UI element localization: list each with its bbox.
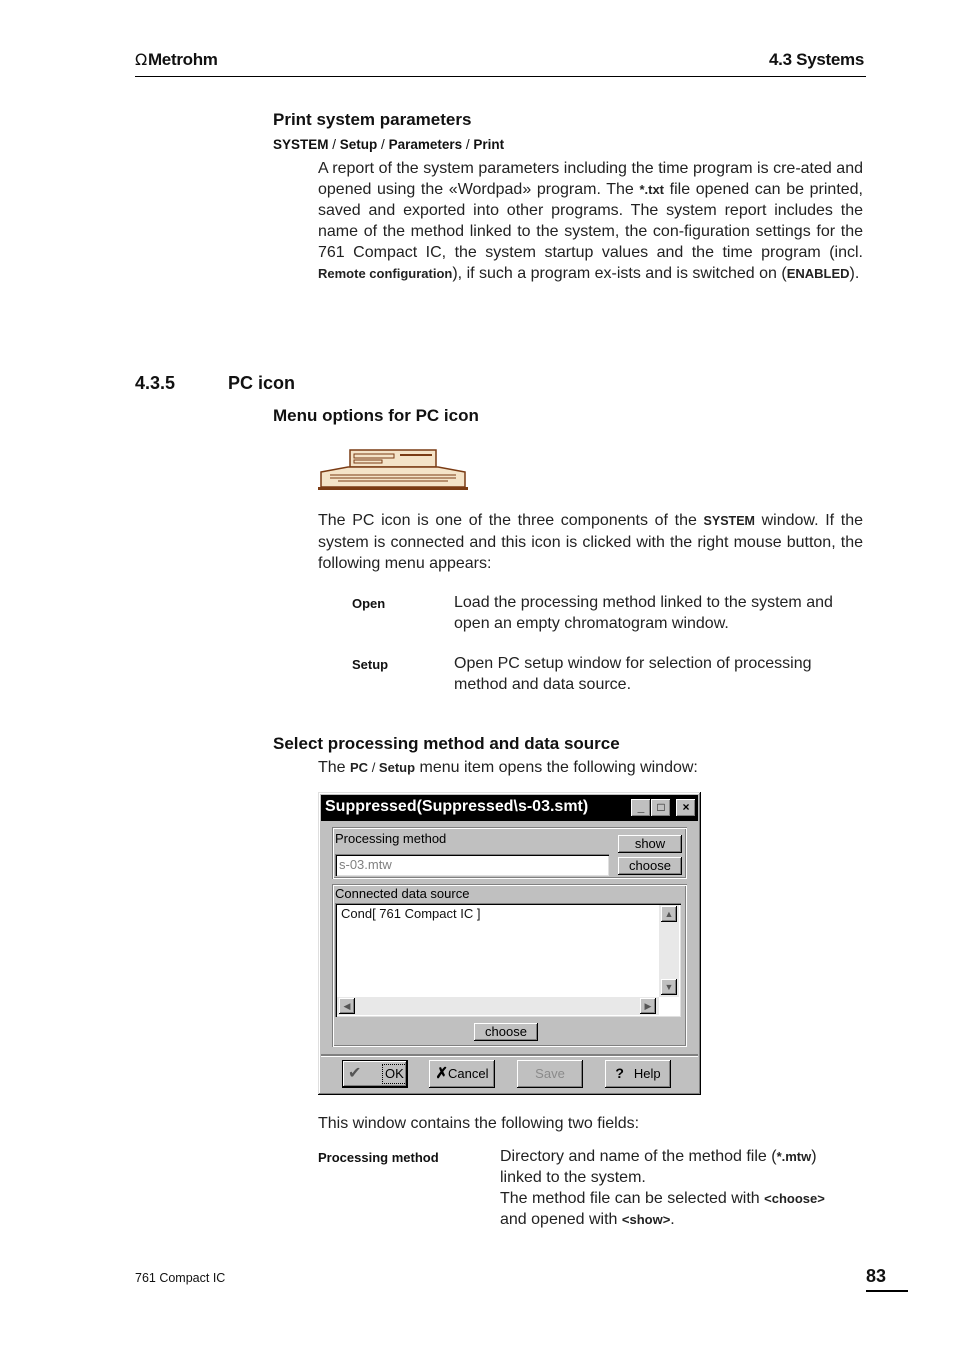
choose-method-button[interactable]: choose [618,857,682,875]
cancel-x-icon: ✗ [435,1065,449,1082]
field-desc-line [500,1146,865,1167]
select-method-heading: Select processing method and data source [273,734,620,753]
metrohm-omega-icon: Ω [135,50,147,69]
path-sep: / [462,137,474,152]
header-section: 4.3 Systems [769,50,864,69]
scroll-down-icon[interactable]: ▼ [661,979,677,995]
horizontal-scrollbar[interactable] [337,997,659,1015]
field-desc-processing [500,1146,865,1230]
data-source-item[interactable]: Cond[ 761 Compact IC ] [341,906,481,921]
field-desc-line [500,1188,865,1209]
text-run: file opened can be printed, saved and exported into other programs. The system report includes the name of the method linked to the system, the con-figuration settings for the 761 Compact IC, the system startup values and the time program (incl. [318,181,864,261]
cancel-label: Cancel [448,1066,489,1081]
menu-item-setup-term: Setup [352,657,389,672]
menu-item-open-term: Open [352,596,386,611]
data-source-list[interactable] [335,903,681,1017]
file-ext-mtw: *.mtw [776,1149,812,1164]
text-run: The [318,759,351,776]
processing-method-field[interactable] [335,854,609,876]
text-run: The method file can be selected with [500,1190,765,1207]
print-params-paragraph [318,158,863,284]
scroll-up-icon[interactable]: ▲ [661,906,677,922]
setup-term: Setup [378,760,416,775]
footer-product: 761 Compact IC [135,1271,226,1285]
dialog-separator [321,1054,698,1056]
help-label: Help [633,1066,661,1081]
dialog-titlebar [321,795,698,821]
path-parameters: Parameters [388,137,463,152]
select-method-line [318,759,698,777]
ok-label: OK [382,1064,407,1084]
field-term-processing: Processing method [318,1150,439,1165]
menu-options-intro [318,510,863,574]
text-run: ), if such a program ex-ists and is switched on ( [452,265,787,282]
path-system: SYSTEM [273,137,329,152]
metrohm-logo [135,50,218,70]
section-number: 4.3.5 [135,373,176,393]
scroll-right-icon[interactable]: ▶ [640,998,656,1014]
path-sep: / [377,137,389,152]
text-run: Directory and name of the method file ( [500,1148,777,1165]
fields-intro: This window contains the following two fields: [318,1115,640,1132]
text-run: . [670,1211,675,1228]
print-params-heading: Print system parameters [273,110,472,129]
text-run: window. If the system is connected and this icon is clicked with the right mouse button, the following menu appears: [318,512,864,572]
field-desc-line [500,1209,865,1230]
text-run: menu item opens the following window: [415,759,698,776]
menu-item-open-desc: Load the processing method linked to the system and open an empty chromatogram window. [454,594,833,632]
logo-text: Metrohm [147,50,218,69]
path-sep: / [328,137,340,152]
save-button[interactable]: Save [517,1060,583,1088]
menu-options-heading: Menu options for PC icon [273,406,479,425]
processing-method-value: s-03.mtw [339,857,392,872]
pc-setup-dialog [318,792,701,1095]
processing-method-label: Processing method [335,831,447,846]
text-run: ) [811,1148,817,1165]
menu-item-setup-desc: Open PC setup window for selection of processing method and data source. [454,655,812,693]
path-setup: Setup [339,137,378,152]
field-desc-line: linked to the system. [500,1169,646,1186]
show-term: <show> [621,1212,671,1227]
text-run: A report of the system parameters including the time program is cre-ated and opened using the «Wordpad» program. The [318,160,863,198]
menu-path [273,137,504,152]
enabled-term: ENABLED [786,266,850,281]
page-number: 83 [866,1266,887,1286]
help-button[interactable] [605,1060,671,1088]
path-print: Print [473,137,505,152]
ok-button[interactable] [342,1060,408,1088]
choose-term: <choose> [764,1191,825,1206]
remote-config-term: Remote configuration [318,266,453,281]
text-run: ). [849,265,860,282]
section-title: PC icon [228,373,296,393]
dialog-title: Suppressed(Suppressed\s-03.smt) [325,798,589,815]
pc-icon [318,447,468,491]
choose-source-button[interactable]: choose [474,1023,538,1041]
path-sep: / [368,760,379,775]
checkmark-icon: ✔ [348,1065,362,1082]
cancel-button[interactable] [429,1060,495,1088]
pc-term: PC [350,760,369,775]
page-number-rule [866,1290,908,1292]
show-button[interactable]: show [618,835,682,853]
close-icon[interactable]: × [676,799,696,817]
maximize-icon[interactable]: □ [651,799,671,817]
text-run: The PC icon is one of the three components of the [318,512,704,529]
help-question-icon: ? [615,1065,624,1081]
file-ext-txt: *.txt [639,182,665,197]
minimize-icon[interactable]: _ [631,799,651,817]
header-rule [135,76,866,77]
system-term: SYSTEM [703,514,755,528]
data-source-label: Connected data source [335,886,470,901]
scroll-left-icon[interactable]: ◀ [339,998,355,1014]
text-run: and opened with [500,1211,622,1228]
